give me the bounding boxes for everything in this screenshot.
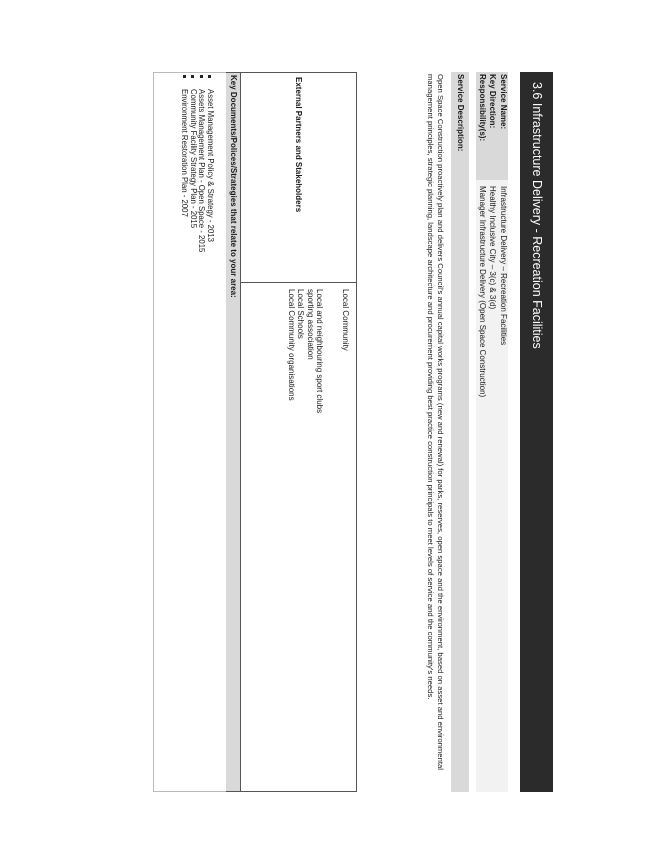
- key-documents-heading: Key Documents/Polices/Strategies that relate to your area:: [226, 72, 240, 792]
- document-name: Environment Restoration Plan - 2007: [180, 89, 190, 217]
- info-value: Manager Infrastructure Delivery (Open Space Construction): [477, 180, 488, 792]
- info-value: Healthy Inclusive City – 3(c) & 3(d): [487, 180, 498, 792]
- info-row-key-direction: [487, 72, 498, 792]
- bullet-icon: [183, 75, 186, 78]
- bullet-icon: [209, 75, 212, 78]
- list-item: Local Community: [341, 289, 350, 351]
- info-value: Infrastructure Delivery – Recreation Facilities: [498, 180, 509, 792]
- list-item: Local Community organisations: [286, 289, 296, 401]
- list-item: [180, 73, 189, 252]
- section-title: 3.6 Infrastructure Delivery - Recreation Facilities: [520, 72, 553, 792]
- key-documents-box: [153, 72, 226, 792]
- info-label: Key Direction:: [487, 72, 498, 180]
- document-name: Asset Management Policy & Strategy - 2013: [206, 89, 215, 242]
- service-sheet: [153, 72, 553, 792]
- info-label: Responsibility(s):: [477, 72, 488, 180]
- list-item: Local Schools: [296, 289, 306, 339]
- document-name: Assets Management Plan - Open Space - 2015: [197, 89, 207, 253]
- bullet-icon: [200, 75, 203, 78]
- service-info-table: [477, 72, 509, 792]
- list-item: [189, 73, 198, 252]
- bullet-icon: [192, 75, 195, 78]
- info-label: Service Name:: [498, 72, 509, 180]
- info-row-service-name: [498, 72, 509, 792]
- list-item: sporting association: [305, 289, 315, 360]
- service-description-heading: Service Description:: [451, 72, 469, 792]
- service-description-text: Open Space Construction proactively plan and delivers Council’s annual capital works programs (new and renewal) for parks, reserves, open space and the environment, based on asset and environmental management principles, strategic planning, landscape architecture and procurement providing best practice construction principals to meet levels of service and the community’s needs.: [426, 74, 445, 770]
- partners-list: [286, 283, 350, 788]
- key-documents-list: [180, 73, 214, 252]
- list-item: [197, 73, 206, 252]
- list-item: [206, 73, 215, 252]
- partners-table: [240, 72, 357, 792]
- partners-heading: [241, 73, 356, 283]
- info-row-responsibility: [477, 72, 488, 792]
- list-item: Local and neighbouring sport clubs: [315, 289, 324, 414]
- document-name: Community Facility Strategy Plan - 2015: [189, 89, 198, 229]
- partners-heading-text: External Partners and Stakeholders: [294, 77, 304, 213]
